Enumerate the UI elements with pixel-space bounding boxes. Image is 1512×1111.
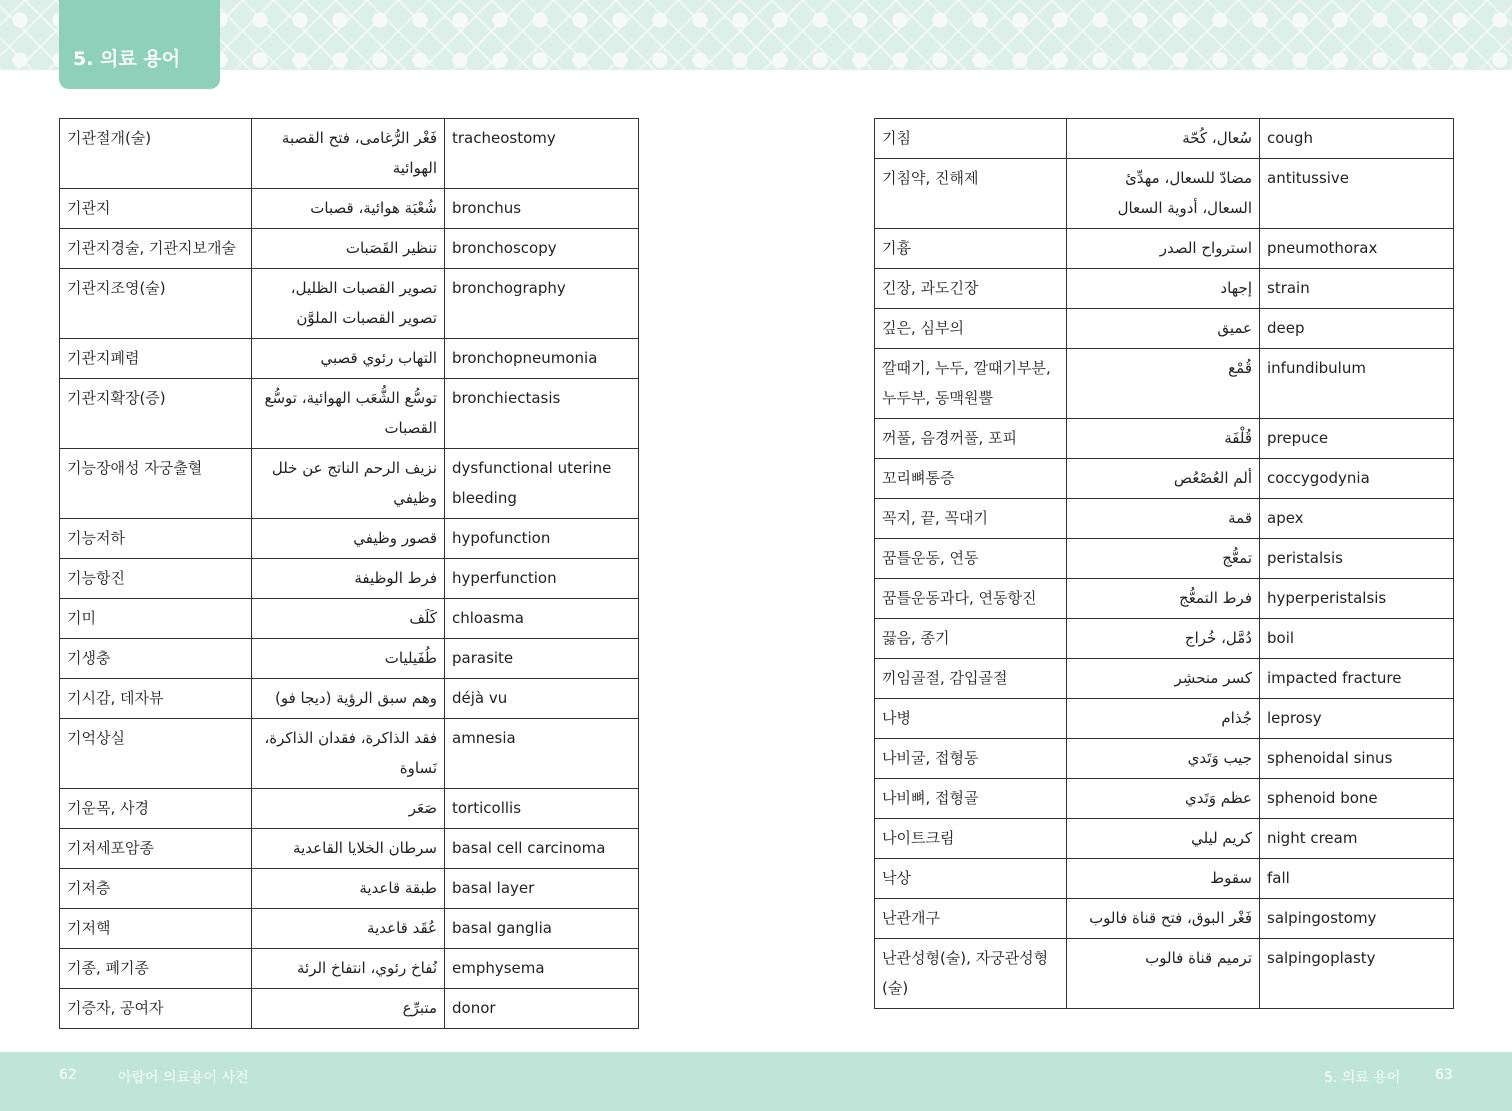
arabic-term: تمعُّج — [1067, 539, 1260, 579]
table-row — [60, 719, 639, 789]
table-row — [875, 459, 1454, 499]
table-row — [875, 819, 1454, 859]
table-row — [875, 739, 1454, 779]
arabic-term: طبقة قاعدية — [252, 869, 445, 909]
korean-term: 기관지조영(술) — [60, 269, 252, 339]
table-row — [60, 599, 639, 639]
korean-term: 낙상 — [875, 859, 1067, 899]
korean-term: 끓음, 종기 — [875, 619, 1067, 659]
arabic-term: جُذام — [1067, 699, 1260, 739]
korean-term: 기증자, 공여자 — [60, 989, 252, 1029]
arabic-term: نُفاخ رئوي، انتفاخ الرئة — [252, 949, 445, 989]
english-term: antitussive — [1260, 159, 1454, 229]
korean-term: 꼭지, 끝, 꼭대기 — [875, 499, 1067, 539]
arabic-term: فرط الوظيفة — [252, 559, 445, 599]
english-term: donor — [445, 989, 639, 1029]
arabic-term: عُقَد قاعدية — [252, 909, 445, 949]
table-row — [60, 379, 639, 449]
korean-term: 꺼풀, 음경꺼풀, 포피 — [875, 419, 1067, 459]
table-row — [60, 229, 639, 269]
table-row — [875, 859, 1454, 899]
korean-term: 나비뼈, 접형골 — [875, 779, 1067, 819]
english-term: bronchography — [445, 269, 639, 339]
arabic-term: التهاب رئوي قصبي — [252, 339, 445, 379]
english-term: torticollis — [445, 789, 639, 829]
korean-term: 기관지 — [60, 189, 252, 229]
korean-term: 기저세포암종 — [60, 829, 252, 869]
english-term: apex — [1260, 499, 1454, 539]
english-term: strain — [1260, 269, 1454, 309]
table-row — [60, 449, 639, 519]
korean-term: 나이트크림 — [875, 819, 1067, 859]
table-row — [60, 269, 639, 339]
arabic-term: كريم ليلي — [1067, 819, 1260, 859]
korean-term: 기운목, 사경 — [60, 789, 252, 829]
arabic-term: عظم وَتَدي — [1067, 779, 1260, 819]
table-row — [875, 899, 1454, 939]
table-row — [875, 619, 1454, 659]
table-row — [875, 349, 1454, 419]
table-row — [60, 679, 639, 719]
korean-term: 나병 — [875, 699, 1067, 739]
table-row — [875, 269, 1454, 309]
english-term: emphysema — [445, 949, 639, 989]
korean-term: 꿈틀운동, 연동 — [875, 539, 1067, 579]
book-title: 아랍어 의료용어 사전 — [118, 1070, 249, 1086]
english-term: infundibulum — [1260, 349, 1454, 419]
korean-term: 기미 — [60, 599, 252, 639]
korean-term: 기저핵 — [60, 909, 252, 949]
korean-term: 긴장, 과도긴장 — [875, 269, 1067, 309]
arabic-term: سقوط — [1067, 859, 1260, 899]
english-term: bronchus — [445, 189, 639, 229]
korean-term: 끼임골절, 감입골절 — [875, 659, 1067, 699]
table-row — [875, 229, 1454, 269]
english-term: basal cell carcinoma — [445, 829, 639, 869]
arabic-term: قمة — [1067, 499, 1260, 539]
korean-term: 기억상실 — [60, 719, 252, 789]
table-row — [875, 659, 1454, 699]
english-term: night cream — [1260, 819, 1454, 859]
english-term: bronchiectasis — [445, 379, 639, 449]
english-term: hypofunction — [445, 519, 639, 559]
korean-term: 기관지경술, 기관지보개술 — [60, 229, 252, 269]
english-term: deep — [1260, 309, 1454, 349]
english-term: dysfunctional uterine bleeding — [445, 449, 639, 519]
english-term: bronchoscopy — [445, 229, 639, 269]
english-term: coccygodynia — [1260, 459, 1454, 499]
english-term: tracheostomy — [445, 119, 639, 189]
table-row — [60, 869, 639, 909]
right-page-number: 63 — [1435, 1067, 1453, 1083]
table-row — [875, 699, 1454, 739]
table-row — [60, 949, 639, 989]
korean-term: 기능저하 — [60, 519, 252, 559]
english-term: basal layer — [445, 869, 639, 909]
table-row — [60, 909, 639, 949]
english-term: bronchopneumonia — [445, 339, 639, 379]
table-row — [60, 789, 639, 829]
korean-term: 나비굴, 접형동 — [875, 739, 1067, 779]
arabic-term: استرواح الصدر — [1067, 229, 1260, 269]
table-row — [60, 829, 639, 869]
korean-term: 난관성형(술), 자궁관성형(술) — [875, 939, 1067, 1009]
korean-term: 기저층 — [60, 869, 252, 909]
table-row — [875, 119, 1454, 159]
arabic-term: عميق — [1067, 309, 1260, 349]
right-term-table — [874, 118, 1454, 1009]
english-term: fall — [1260, 859, 1454, 899]
arabic-term: فرط التمعُّج — [1067, 579, 1260, 619]
arabic-term: فَغْر الرُّغامى، فتح القصبة الهوائية — [252, 119, 445, 189]
english-term: pneumothorax — [1260, 229, 1454, 269]
arabic-term: قصور وظيفي — [252, 519, 445, 559]
english-term: salpingostomy — [1260, 899, 1454, 939]
korean-term: 기침 — [875, 119, 1067, 159]
arabic-term: كَلَف — [252, 599, 445, 639]
korean-term: 기흉 — [875, 229, 1067, 269]
arabic-term: صَعَر — [252, 789, 445, 829]
table-row — [60, 639, 639, 679]
arabic-term: فقد الذاكرة، فقدان الذاكرة، نَساوة — [252, 719, 445, 789]
english-term: prepuce — [1260, 419, 1454, 459]
english-term: amnesia — [445, 719, 639, 789]
english-term: sphenoidal sinus — [1260, 739, 1454, 779]
korean-term: 기관지확장(증) — [60, 379, 252, 449]
korean-term: 난관개구 — [875, 899, 1067, 939]
korean-term: 깊은, 심부의 — [875, 309, 1067, 349]
arabic-term: قُلْفَة — [1067, 419, 1260, 459]
english-term: parasite — [445, 639, 639, 679]
arabic-term: مضادّ للسعال، مهدِّئ السعال، أدوية السعال — [1067, 159, 1260, 229]
arabic-term: ترميم قناة فالوب — [1067, 939, 1260, 1009]
footer-band — [0, 1052, 1512, 1111]
arabic-term: تنظير القَصَبات — [252, 229, 445, 269]
table-row — [60, 339, 639, 379]
table-row — [60, 119, 639, 189]
chapter-title: 5. 의료 용어 — [73, 48, 181, 70]
arabic-term: إجهاد — [1067, 269, 1260, 309]
arabic-term: متبرِّع — [252, 989, 445, 1029]
arabic-term: وهم سبق الرؤية (ديجا فو) — [252, 679, 445, 719]
table-row — [875, 499, 1454, 539]
korean-term: 깔때기, 누두, 깔때기부분, 누두부, 동맥원뿔 — [875, 349, 1067, 419]
arabic-term: نزيف الرحم الناتج عن خلل وظيفي — [252, 449, 445, 519]
english-term: leprosy — [1260, 699, 1454, 739]
korean-term: 기관절개(술) — [60, 119, 252, 189]
korean-term: 기관지폐렴 — [60, 339, 252, 379]
english-term: déjà vu — [445, 679, 639, 719]
arabic-term: دُمَّل، خُراج — [1067, 619, 1260, 659]
arabic-term: فَغْر البوق، فتح قناة فالوب — [1067, 899, 1260, 939]
table-row — [875, 939, 1454, 1009]
table-row — [60, 989, 639, 1029]
arabic-term: جيب وَتَدي — [1067, 739, 1260, 779]
arabic-term: طُفَيليات — [252, 639, 445, 679]
table-row — [875, 579, 1454, 619]
korean-term: 기능장애성 자궁출혈 — [60, 449, 252, 519]
table-row — [60, 189, 639, 229]
arabic-term: ألم العُصْعُص — [1067, 459, 1260, 499]
arabic-term: سرطان الخلايا القاعدية — [252, 829, 445, 869]
left-page-number: 62 — [59, 1067, 77, 1083]
table-row — [875, 309, 1454, 349]
arabic-term: سُعال، كُحّة — [1067, 119, 1260, 159]
korean-term: 꼬리뼈통증 — [875, 459, 1067, 499]
arabic-term: شُعْبَة هوائية، قصبات — [252, 189, 445, 229]
korean-term: 꿈틀운동과다, 연동항진 — [875, 579, 1067, 619]
english-term: basal ganglia — [445, 909, 639, 949]
english-term: hyperfunction — [445, 559, 639, 599]
table-row — [60, 519, 639, 559]
footer-chapter: 5. 의료 용어 — [1324, 1070, 1401, 1086]
english-term: cough — [1260, 119, 1454, 159]
korean-term: 기종, 폐기종 — [60, 949, 252, 989]
korean-term: 기능항진 — [60, 559, 252, 599]
english-term: impacted fracture — [1260, 659, 1454, 699]
table-row — [875, 539, 1454, 579]
header-pattern-band — [0, 0, 1512, 70]
arabic-term: توسُّع الشُّعَب الهوائية، توسُّع القصبات — [252, 379, 445, 449]
left-term-table — [59, 118, 639, 1029]
table-row — [60, 559, 639, 599]
korean-term: 기생충 — [60, 639, 252, 679]
english-term: sphenoid bone — [1260, 779, 1454, 819]
english-term: salpingoplasty — [1260, 939, 1454, 1009]
table-row — [875, 419, 1454, 459]
table-row — [875, 159, 1454, 229]
table-row — [875, 779, 1454, 819]
english-term: hyperperistalsis — [1260, 579, 1454, 619]
arabic-term: قُمْع — [1067, 349, 1260, 419]
korean-term: 기침약, 진해제 — [875, 159, 1067, 229]
arabic-term: كسر منحشِر — [1067, 659, 1260, 699]
english-term: chloasma — [445, 599, 639, 639]
english-term: boil — [1260, 619, 1454, 659]
english-term: peristalsis — [1260, 539, 1454, 579]
arabic-term: تصوير القصبات الظليل، تصوير القصبات الملوَّن — [252, 269, 445, 339]
chapter-tab — [59, 0, 220, 89]
korean-term: 기시감, 데자뷰 — [60, 679, 252, 719]
